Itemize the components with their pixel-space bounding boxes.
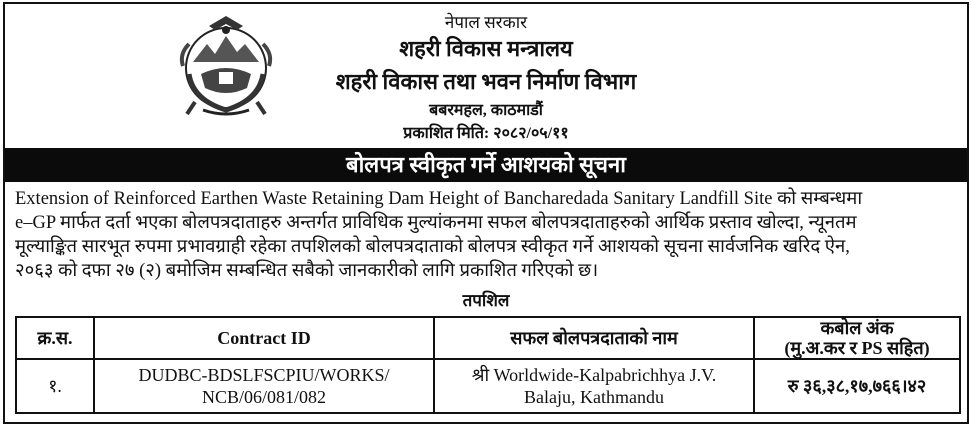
table-header-row <box>16 317 960 359</box>
cell-contract-id <box>94 359 434 413</box>
schedule-title: तपशिल <box>462 291 510 310</box>
notice-body-line: e–GP मार्फत दर्ता भएका बोलपत्रदाताहरु अन्तर्गत प्राविधिक मुल्यांकनमा सफल बोलपत्रदाताहरुको आर्थिक प्रस्ताव खोल्दा, न्यूनतम <box>15 213 857 233</box>
ministry-name: शहरी विकास मन्त्रालय <box>399 36 573 61</box>
header-amount <box>754 317 960 359</box>
header-amount-line1: कबोल अंक <box>820 318 894 338</box>
notice-body-line: Extension of Reinforced Earthen Waste Retaining Dam Height of Bancharedada Sanitary Landfill Site को सम्बन्धमा <box>15 189 863 209</box>
cell-sn: १. <box>16 359 94 413</box>
bidder-name-line2: Balaju, Kathmandu <box>524 387 664 407</box>
notice-body <box>15 187 957 283</box>
government-name: नेपाल सरकार <box>444 13 528 32</box>
cell-amount: रु ३६,३८,१७,७६६।४२ <box>754 359 960 413</box>
header-bidder-name: सफल बोलपत्रदाताको नाम <box>434 317 754 359</box>
bidder-name-line1: श्री Worldwide-Kalpabrichhya J.V. <box>471 365 717 385</box>
notice-title-banner: बोलपत्र स्वीकृत गर्ने आशयको सूचना <box>5 148 967 182</box>
office-address: बबरमहल, काठमाडौं <box>429 102 543 119</box>
contract-id-line2: NCB/06/081/082 <box>201 387 326 407</box>
published-date: प्रकाशित मिति: २०८२/०५/११ <box>403 125 569 142</box>
contract-id-line1: DUDBC-BDSLFSCPIU/WORKS/ <box>138 365 390 385</box>
notice-body-line: मूल्याङ्कित सारभूत रुपमा प्रभावग्राही रहेका तपशिलको बोलपत्रदाताको बोलपत्र स्वीकृत गर्ने आशयको सूचना सार्वजनिक खरिद ऐन, <box>15 237 850 257</box>
header-contract-id: Contract ID <box>94 317 434 359</box>
header-sn: क्र.स. <box>16 317 94 359</box>
header-amount-line2: (मु.अ.कर र PS सहित) <box>784 338 930 358</box>
bidder-table <box>15 316 961 414</box>
notice <box>3 2 969 424</box>
cell-bidder-name <box>434 359 754 413</box>
notice-body-line: २०६३ को दफा २७ (२) बमोजिम सम्बन्धित सबैको जानकारीको लागि प्रकाशित गरिएको छ। <box>15 261 599 281</box>
table-row <box>16 359 960 413</box>
department-name: शहरी विकास तथा भवन निर्माण विभाग <box>335 69 637 94</box>
